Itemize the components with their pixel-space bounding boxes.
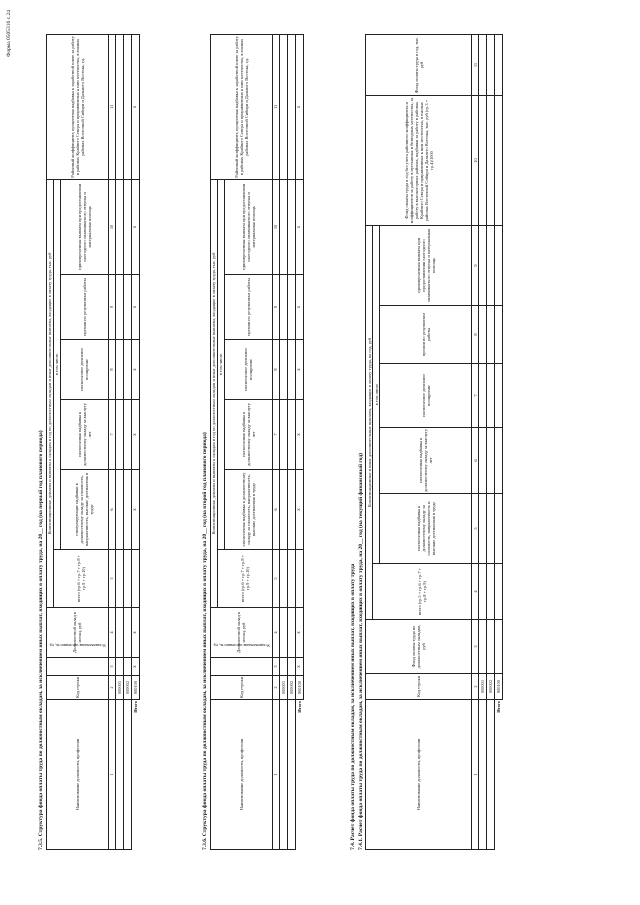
col-num: 2 — [272, 676, 279, 700]
col-num: 11 — [108, 34, 115, 179]
cell[interactable] — [287, 400, 295, 470]
header-c8: ежемесячное денежное поощрение — [60, 340, 108, 400]
col-num: 6 — [472, 428, 479, 494]
cell[interactable] — [279, 658, 287, 676]
cell[interactable] — [495, 564, 503, 620]
cell[interactable] — [479, 620, 487, 674]
col-num: 9 — [108, 275, 115, 340]
cell[interactable] — [487, 620, 495, 674]
total-row — [131, 34, 139, 849]
col-num: 1 — [272, 700, 279, 850]
x-mark: x — [295, 608, 303, 658]
cell[interactable] — [279, 470, 287, 550]
x-mark: x — [295, 658, 303, 676]
cell[interactable] — [115, 700, 123, 850]
header-c6: ежемесячная надбавка к должностному окладу за сложность, напряженность, высокие достижения в труде — [224, 470, 272, 550]
col-num: 5 — [108, 550, 115, 608]
header-c8: ежемесячное денежное поощрение — [224, 340, 272, 400]
col-num: 3 — [472, 620, 479, 674]
col-num: 5 — [472, 494, 479, 564]
table-row — [487, 35, 495, 850]
cell[interactable] — [479, 306, 487, 364]
x-mark: x — [131, 275, 139, 340]
cell[interactable] — [479, 35, 487, 96]
cell[interactable] — [487, 428, 495, 494]
header-coef: Районный коэффициент, процентная надбавка к заработной плате за работу в районах Крайнего Севера и приравненных к ним местностях, в южных районах Восточной Сибири и Дальнего Востока, ед. — [210, 34, 272, 179]
col-num: 8 — [108, 340, 115, 400]
cell[interactable] — [123, 700, 131, 850]
cell[interactable] — [115, 550, 123, 608]
cell[interactable] — [123, 400, 131, 470]
cell[interactable] — [115, 340, 123, 400]
col-num: 11 — [472, 35, 479, 96]
cell[interactable] — [287, 608, 295, 658]
cell[interactable] — [131, 550, 139, 608]
cell[interactable] — [487, 364, 495, 428]
col-num: 10 — [108, 179, 115, 274]
cell[interactable] — [479, 428, 487, 494]
total-label: Итого — [296, 701, 302, 713]
col-num: 4 — [472, 564, 479, 620]
header-name: Наименование должности, профессии — [46, 700, 108, 850]
cell[interactable] — [495, 226, 503, 306]
x-mark: x — [131, 179, 139, 274]
header-code: Код строки — [46, 676, 108, 700]
form-code: Форма 0505316 с.24 — [6, 10, 12, 57]
cell[interactable] — [295, 550, 303, 608]
cell[interactable] — [123, 34, 131, 179]
cell[interactable] — [123, 275, 131, 340]
col-num: 3 — [272, 658, 279, 676]
col-num: 9 — [472, 226, 479, 306]
header-incl: в том числе — [53, 179, 60, 549]
cell[interactable] — [123, 340, 131, 400]
total-code: 900100 — [495, 674, 503, 700]
cell[interactable] — [279, 340, 287, 400]
header-name: Наименование должности, профессии — [366, 700, 472, 850]
cell[interactable] — [495, 428, 503, 494]
header-c9: премии по результатам работы — [60, 275, 108, 340]
salary-structure-table-2 — [210, 34, 304, 850]
col-num: 1 — [472, 700, 479, 850]
col-num: 4 — [108, 608, 115, 658]
cell[interactable] — [287, 658, 295, 676]
cell[interactable] — [487, 700, 495, 850]
x-mark: x — [295, 275, 303, 340]
cell[interactable] — [115, 400, 123, 470]
col-num: 3 — [108, 658, 115, 676]
header-c8: премии по результатам работы — [380, 306, 472, 364]
x-mark: x — [131, 608, 139, 658]
col-num: 4 — [272, 608, 279, 658]
column-numbers — [272, 34, 279, 849]
header-code: Код строки — [366, 674, 472, 700]
col-num: 2 — [472, 674, 479, 700]
cell[interactable] — [123, 608, 131, 658]
cell[interactable] — [123, 658, 131, 676]
cell[interactable] — [479, 494, 487, 564]
section-7-4-1 — [350, 35, 503, 850]
section-title: 7.3.5. Структура фонда оплаты труда по должностным окладам, за исключением иных выплат, входящих в оплату труда, на 20__ год (на первый год планового периода) — [38, 430, 44, 850]
header-total: всего (гр.6 + гр.7 + гр.8 + гр.9 + гр.10) — [217, 550, 272, 608]
cell[interactable] — [479, 700, 487, 850]
total-row — [295, 34, 303, 849]
cell[interactable] — [287, 550, 295, 608]
header-c6: стимулирующие надбавки к должностному окладу за сложность, напряженность, высокие достижения в труде — [60, 470, 108, 550]
col-num: 9 — [272, 275, 279, 340]
header-group: Компенсационные доплаты и выплаты к окладам в год по должностным окладам и иные дополнительные выплаты, входящие в оплату труда, тыс. руб — [210, 179, 217, 607]
header-name: Наименование должности, профессии — [210, 700, 272, 850]
cell[interactable] — [115, 608, 123, 658]
header-group: Компенсационные и иные дополнительные выплаты, входящие в оплату труда, на год, руб — [366, 226, 373, 620]
total-code: 900100 — [131, 676, 139, 700]
row-code: 000001 — [115, 676, 123, 700]
header-c10: единовременная выплата при предоставлении ежегодного оплачиваемого отпуска и материальная помощь — [60, 179, 108, 274]
total-row — [495, 35, 503, 850]
total-label: Итого — [496, 701, 502, 713]
cell[interactable] — [115, 179, 123, 274]
section-7-3-5 — [38, 35, 140, 850]
cell[interactable] — [479, 564, 487, 620]
cell[interactable] — [495, 494, 503, 564]
header-c11: Фонд оплаты труда в год, тыс. руб — [366, 35, 472, 96]
x-mark: x — [295, 400, 303, 470]
row-code: 000001 — [479, 674, 487, 700]
header-coef: Районный коэффициент, процентная надбавка к заработной плате за работу в районах Крайнего Севера и приравненных к ним местностях, в южных районах Восточной Сибири и Дальнего Востока, ед. — [46, 34, 108, 179]
header-total: всего (гр.6 + гр.7 + гр.8 + гр.9 + гр.10) — [53, 550, 108, 608]
table-row — [115, 34, 123, 849]
table-row — [287, 34, 295, 849]
table-row — [123, 34, 131, 849]
x-mark: x — [295, 340, 303, 400]
header-total: всего (гр.5 + гр.6 + гр.7 + гр.8 + гр.9) — [373, 564, 472, 620]
col-num: 7 — [472, 364, 479, 428]
header-c9: единовременная выплата при предоставлении ежегодного оплачиваемого отпуска и материальная помощь — [380, 226, 472, 306]
x-mark: x — [295, 179, 303, 274]
header-incl: в том числе — [373, 226, 380, 564]
salary-structure-table-1 — [46, 34, 140, 850]
header-c5: ежемесячная надбавка к должностному окладу за сложность, напряженность и высокие достижения в труде — [380, 494, 472, 564]
total-code: 900100 — [295, 676, 303, 700]
x-mark: x — [131, 658, 139, 676]
cell[interactable] — [279, 34, 287, 179]
cell[interactable] — [479, 226, 487, 306]
cell[interactable] — [287, 275, 295, 340]
cell[interactable] — [287, 34, 295, 179]
table-row — [479, 35, 487, 850]
cell[interactable] — [479, 96, 487, 226]
header-code: Код строки — [210, 676, 272, 700]
header-c10: Фонд оплаты труда в год без учета районного коэффициента и коэффициентов за работу в пустынных и безводных местностях, за работу в высокогорных районах, надбавки за работу в районах Крайнего Севера и приравненных к ним местностях, в южных районах Восточной Сибири и Дальнего Востока, тыс. руб (гр.3 + гр.4)/1000 — [366, 96, 472, 226]
row-code: 000002 — [487, 674, 495, 700]
header-salary: Должностной оклад в месяц, руб — [46, 608, 108, 658]
cell[interactable] — [487, 494, 495, 564]
x-mark: x — [131, 340, 139, 400]
header-c7: ежемесячная надбавка к должностному окладу за выслугу лет — [60, 400, 108, 470]
cell[interactable] — [279, 179, 287, 274]
cell[interactable] — [487, 96, 495, 226]
cell[interactable] — [495, 306, 503, 364]
cell[interactable] — [479, 364, 487, 428]
x-mark: x — [295, 34, 303, 179]
header-staff: Установленная численность, ед. — [210, 658, 272, 676]
table-row — [279, 34, 287, 849]
payroll-calc-table — [365, 34, 503, 850]
x-mark: x — [131, 470, 139, 550]
column-numbers — [108, 34, 115, 849]
header-incl: в том числе — [217, 179, 224, 549]
cell[interactable] — [279, 275, 287, 340]
cell[interactable] — [279, 608, 287, 658]
col-num: 6 — [108, 470, 115, 550]
cell[interactable] — [123, 179, 131, 274]
col-num: 10 — [472, 96, 479, 226]
x-mark: x — [295, 470, 303, 550]
header-staff: Установленная численность, ед. — [46, 658, 108, 676]
cell[interactable] — [487, 564, 495, 620]
cell[interactable] — [287, 700, 295, 850]
col-num: 11 — [272, 34, 279, 179]
header-c6: ежемесячная надбавка к должностному окладу за выслугу лет — [380, 428, 472, 494]
header-group: Компенсационные доплаты и выплаты к окладам в год по должностным окладам и иные дополнительные выплаты, входящие в оплату труда, тыс. руб — [46, 179, 53, 607]
cell[interactable] — [115, 34, 123, 179]
col-num: 7 — [272, 400, 279, 470]
cell[interactable] — [115, 275, 123, 340]
section-title: 7.3.6. Структура фонда оплаты труда по должностным окладам, за исключением иных выплат, входящих в оплату труда, на 20__ год (на второй год планового периода) — [202, 432, 208, 850]
cell[interactable] — [487, 35, 495, 96]
section-title-main: 7.4. Расчет фонда оплаты труда по должностным окладам, за исключением иных выплат, входящих в оплату труда — [350, 563, 356, 850]
cell[interactable] — [287, 179, 295, 274]
cell[interactable] — [287, 470, 295, 550]
col-num: 5 — [272, 550, 279, 608]
header-c10: единовременная выплата при предоставлении ежегодного оплачиваемого отпуска и материальная помощь — [224, 179, 272, 274]
row-code: 000002 — [123, 676, 131, 700]
col-num: 7 — [108, 400, 115, 470]
cell[interactable] — [123, 470, 131, 550]
total-label: Итого — [132, 701, 138, 713]
col-num: 8 — [272, 340, 279, 400]
cell[interactable] — [487, 226, 495, 306]
header-fot: Фонд оплаты труда по должностным окладам, руб — [366, 620, 472, 674]
cell[interactable] — [495, 96, 503, 226]
cell[interactable] — [495, 35, 503, 96]
cell[interactable] — [279, 550, 287, 608]
x-mark: x — [131, 400, 139, 470]
col-num: 8 — [472, 306, 479, 364]
row-code: 000002 — [287, 676, 295, 700]
section-title-sub: 7.4.1. Расчет фонда оплаты труда по должностным окладам, за исключением иных выплат, входящих в оплату труда, на 20__ год (на текущий финансовый год) — [357, 453, 364, 850]
cell[interactable] — [495, 620, 503, 674]
header-c7: ежемесячная надбавка к должностному окладу за выслугу лет — [224, 400, 272, 470]
cell[interactable] — [115, 470, 123, 550]
col-num: 2 — [108, 676, 115, 700]
header-c9: премии по результатам работы — [224, 275, 272, 340]
section-7-3-6 — [202, 35, 304, 850]
column-numbers — [472, 35, 479, 850]
cell[interactable] — [287, 340, 295, 400]
col-num: 1 — [108, 700, 115, 850]
x-mark: x — [131, 34, 139, 179]
cell[interactable] — [279, 400, 287, 470]
cell[interactable] — [495, 364, 503, 428]
cell[interactable] — [487, 306, 495, 364]
row-code: 000001 — [279, 676, 287, 700]
header-c7: ежемесячное денежное поощрение — [380, 364, 472, 428]
col-num: 6 — [272, 470, 279, 550]
cell[interactable] — [279, 700, 287, 850]
header-salary: Должностной оклад в месяц, руб — [210, 608, 272, 658]
cell[interactable] — [123, 550, 131, 608]
cell[interactable] — [115, 658, 123, 676]
col-num: 10 — [272, 179, 279, 274]
